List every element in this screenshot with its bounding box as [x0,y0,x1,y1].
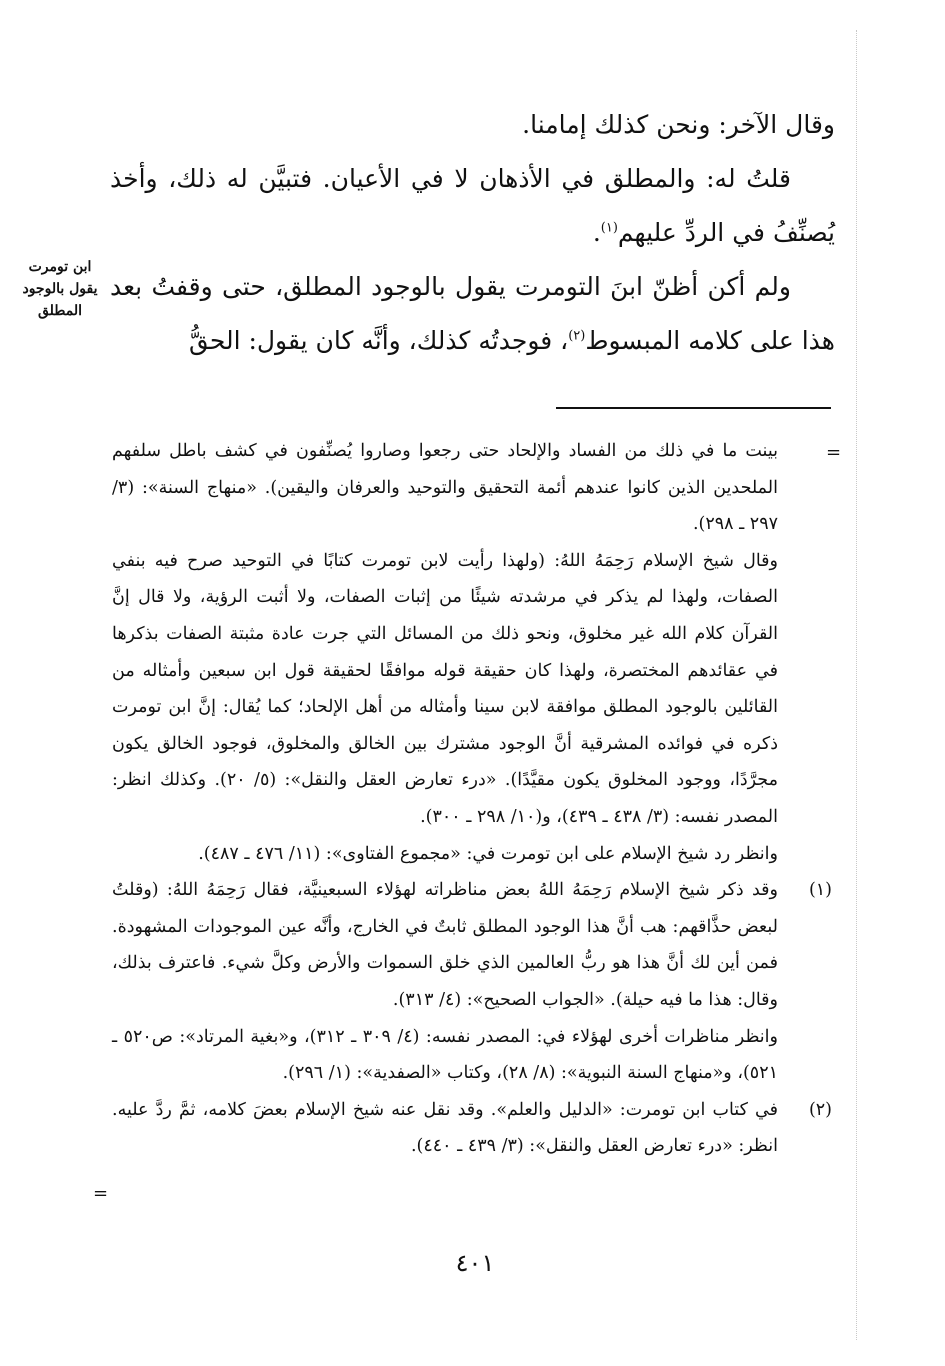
para2-end: . [592,218,601,247]
footnote-1 [112,872,832,1092]
page-number: ٤٠١ [455,1249,495,1277]
footnote-paragraph: وانظر مناظرات أخرى لهؤلاء في: المصدر نفسه: (٤/ ٣٠٩ ـ ٣١٢)، و«بغية المرتاد»: ص٥٢٠ ـ ٥٢١)، و«منهاج السنة النبوية»: (٨/ ٢٨)، وكتاب «الصفدية»: (١/ ٢٩٦). [112,1026,778,1084]
para3-text: ولم أكن أظنّ ابنَ التومرت يقول بالوجود المطلق، حتى وقفتُ بعد هذا على كلامه المبسوط [110,272,835,355]
footnote-separator [556,407,831,409]
footnote-paragraph: وقد ذكر شيخ الإسلام رَحِمَهُ اللهُ بعض مناظراته لهؤلاء السبعينيَّة، فقال رَحِمَهُ اللهُ: (وقلتُ لبعض حذَّاقهم: هب أنَّ هذا الوجود المطلق ثابتٌ في الخارج، وأنَّه عين الموجودات المشهودة. فمن أين لك أنَّ هذا هو ربُّ العالمين الذي خلق السموات والأرض وكلَّ شيء. فاعترف بذلك، وقال: هذا ما فيه حيلة). «الجواب الصحيح»: (٤/ ٣١٣). [112,880,778,1010]
para2-text: قلتُ له: والمطلق في الأذهان لا في الأعيان. فتبيَّن له ذلك، وأخذ يُصنِّفُ في الردِّ عليهم [110,164,835,247]
footnote-2-body [112,1092,786,1165]
footnote-1-number: (١) [808,880,832,901]
margin-note: ابن تومرت يقول بالوجود المطلق [22,259,98,319]
continuation-mark-top: = [826,442,842,463]
footnote-2-number: (٢) [808,1099,832,1120]
main-paragraph-1 [110,98,835,152]
para3-end: ، فوجدتُه كذلك، وأنَّه كان يقول: الحقُّ [188,326,569,355]
footnote-paragraph: وقال شيخ الإسلام رَحِمَهُ اللهُ: (ولهذا رأيت لابن تومرت كتابًا في التوحيد صرح فيه بنفي الصفات، ولهذا لم يذكر في مرشدته شيئًا من إثبات الصفات، ولا أثبت الرؤية، ولا قال إنَّ القرآن كلام الله غير مخلوق، ونحو ذلك من المسائل التي جرت عادة مثبتة الصفات بذكرها في عقائدهم المختصرة، ولهذا كان حقيقة قوله موافقًا لحقيقة قول ابن سبعين وأمثاله من القائلين بالوجود المطلق موافقة لابن سينا وأمثاله من أهل الإلحاد؛ كما يُقال: إنَّ ابن تومرت ذكره في فوائده المشرقية أنَّ الوجود مشترك بين الخالق والمخلوق، فوجود الخالق يكون مجرَّدًا، ووجود المخلوق يكون مقيَّدًا). «درء تعارض العقل والنقل»: (٥/ ٢٠). وكذلك انظر: المصدر نفسه: (٣/ ٤٣٨ ـ ٤٣٩)، و(١٠/ ٢٩٨ ـ ٣٠٠). [112,550,778,827]
footnotes [112,433,832,1165]
page-edge-line [856,30,857,1340]
footnote-ref-1[interactable]: (١) [600,220,618,236]
footnote-continued [112,433,832,872]
main-paragraph-3 [110,260,835,368]
footnote-1-body [112,872,786,1092]
footnote-ref-2[interactable]: (٢) [568,328,586,344]
para1-text: وقال الآخر: ونحن كذلك إمامنا. [522,110,835,139]
continuation-mark-bottom: = [93,1183,109,1204]
footnote-paragraph: في كتاب ابن تومرت: «الدليل والعلم». وقد نقل عنه شيخ الإسلام بعضَ كلامه، ثمَّ ردَّ عليه. انظر: «درء تعارض العقل والنقل»: (٣/ ٤٣٩ ـ ٤٤٠). [112,1099,778,1157]
main-paragraph-2 [110,152,835,260]
footnote-paragraph: بينت ما في ذلك من الفساد والإلحاد حتى رجعوا وصاروا يُصنِّفون في كشف باطل سلفهم الملحدين الذين كانوا عندهم أئمة التحقيق والتوحيد والعرفان واليقين). «منهاج السنة»: (٣/ ٢٩٧ ـ ٢٩٨). [112,441,778,535]
main-text [110,98,835,368]
footnote-number-blank [786,433,832,872]
footnote-paragraph: وانظر رد شيخ الإسلام على ابن تومرت في: «مجموع الفتاوى»: (١١/ ٤٧٦ ـ ٤٨٧). [198,843,778,864]
footnote-2 [112,1092,832,1165]
footnote-continued-body [112,433,786,872]
